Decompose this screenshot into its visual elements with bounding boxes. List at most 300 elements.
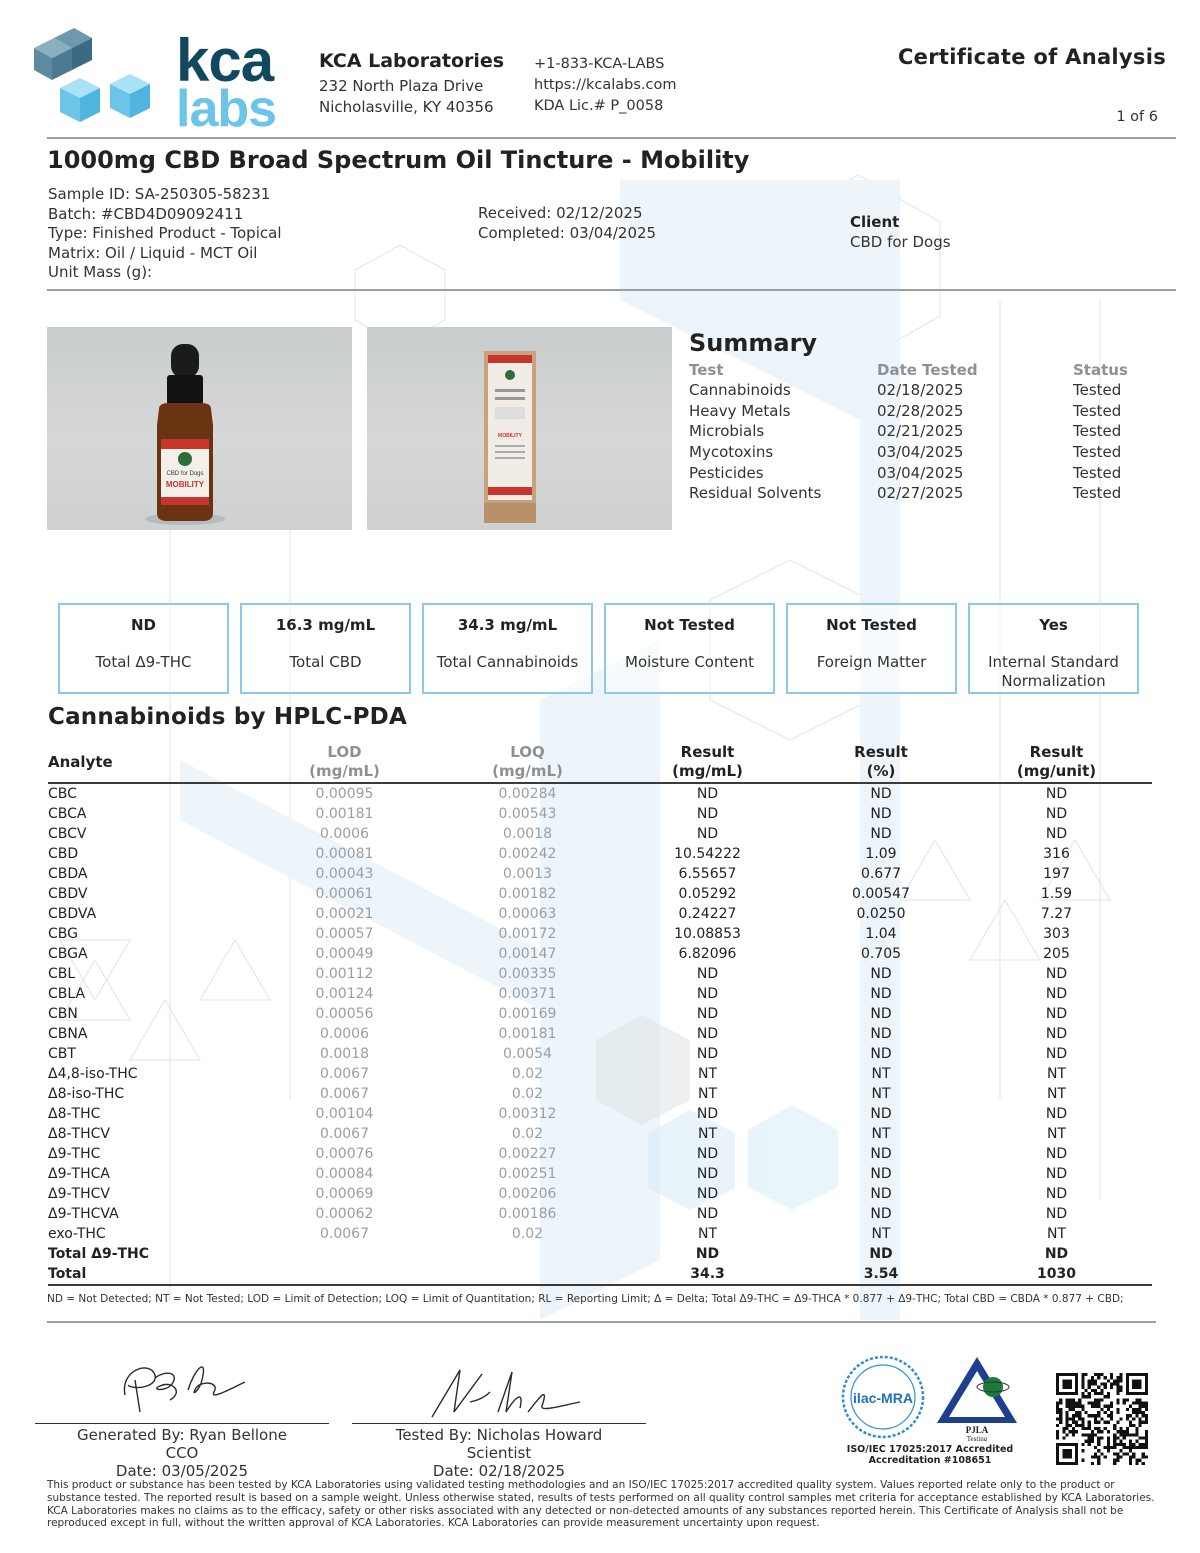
- iso-accredited: ISO/IEC 17025:2017 Accredited: [846, 1444, 1014, 1455]
- summary-test-name: Residual Solvents: [689, 484, 822, 503]
- result-mgml: ND: [696, 1006, 719, 1022]
- summary-test-name: Pesticides: [689, 463, 764, 482]
- lod-value: 0.0006: [320, 826, 369, 842]
- result-percent: ND: [870, 1206, 892, 1222]
- loq-value: 0.00169: [498, 1006, 557, 1022]
- document-title: Certificate of Analysis: [897, 45, 1166, 69]
- result-mgunit: ND: [1045, 1006, 1068, 1022]
- result-percent: ND: [870, 986, 892, 1002]
- result-mgunit: ND: [1045, 1186, 1068, 1202]
- result-mgunit: 197: [1043, 866, 1070, 882]
- client-name: CBD for Dogs: [850, 233, 951, 251]
- result-mgml: ND: [696, 1206, 719, 1222]
- analyte-name: exo-THC: [48, 1226, 106, 1242]
- result-mgml: ND: [696, 1026, 719, 1042]
- lod-value: 0.00061: [315, 886, 374, 902]
- metric-box: [604, 603, 775, 694]
- generated-by-date: Date: 03/05/2025: [115, 1462, 249, 1480]
- matrix: Matrix: Oil / Liquid - MCT Oil: [48, 243, 258, 262]
- lod-value: 0.00181: [315, 806, 374, 822]
- result-percent: ND: [870, 1046, 892, 1062]
- signature-line-generated: [35, 1423, 329, 1424]
- header-divider: [47, 137, 1176, 139]
- analyte-name: CBNA: [48, 1026, 88, 1042]
- metric-label: Total Cannabinoids: [436, 653, 579, 671]
- summary-date-tested: 02/28/2025: [877, 401, 964, 420]
- sample-dates: [478, 204, 656, 243]
- header-result-percent-name: Result: [854, 743, 908, 761]
- metric-box: [58, 603, 229, 694]
- result-mgunit: 303: [1043, 926, 1070, 942]
- result-percent: ND: [870, 1006, 892, 1022]
- result-mgml: 10.08853: [674, 926, 741, 942]
- generated-by-title: CCO: [165, 1444, 199, 1462]
- analyte-row: [48, 1104, 1152, 1124]
- analyte-name: Δ8-THC: [48, 1106, 101, 1122]
- metric-value: Yes: [1039, 616, 1068, 634]
- summary-title: Summary: [689, 329, 818, 357]
- empty-lod: [248, 1244, 441, 1264]
- lod-value: 0.00021: [315, 906, 374, 922]
- analyte-row: [48, 824, 1152, 844]
- result-percent: 1.09: [865, 846, 897, 862]
- header-lod-unit: (mg/mL): [309, 762, 380, 780]
- lod-value: 0.00057: [315, 926, 374, 942]
- batch: Batch: #CBD4D09092411: [48, 204, 244, 223]
- tested-by-title: Scientist: [466, 1444, 532, 1462]
- result-mgml: ND: [696, 1186, 719, 1202]
- metric-value: ND: [130, 616, 156, 634]
- unit-mass: Unit Mass (g):: [48, 263, 153, 281]
- bottle-label-product: MOBILITY: [165, 480, 205, 489]
- analyte-row: [48, 924, 1152, 944]
- analyte-row: [48, 844, 1152, 864]
- cannabinoids-header-row: [48, 743, 1152, 783]
- loq-value: 0.00543: [498, 806, 557, 822]
- analyte-name: CBLA: [48, 986, 86, 1002]
- brand-kca: kca: [176, 28, 274, 94]
- analyte-row: [48, 783, 1152, 804]
- summary-test-name: Heavy Metals: [689, 401, 791, 420]
- result-percent: ND: [870, 826, 892, 842]
- tested-by-date: Date: 02/18/2025: [432, 1462, 566, 1480]
- metric-value: Not Tested: [644, 616, 735, 634]
- result-percent: ND: [870, 1026, 892, 1042]
- analyte-name: Δ9-THCVA: [48, 1206, 119, 1222]
- lod-value: 0.00043: [315, 866, 374, 882]
- empty-loq: [441, 1244, 614, 1264]
- lod-value: 0.00081: [315, 846, 374, 862]
- result-percent: ND: [870, 1186, 892, 1202]
- product-box-image: [367, 327, 672, 530]
- loq-value: 0.00063: [498, 906, 557, 922]
- loq-value: 0.0054: [503, 1046, 552, 1062]
- loq-value: 0.00147: [498, 946, 557, 962]
- result-percent: 0.677: [860, 866, 902, 882]
- result-percent: 0.0250: [856, 906, 906, 922]
- analyte-row: [48, 804, 1152, 824]
- result-mgunit: NT: [1046, 1086, 1067, 1102]
- result-mgml: ND: [696, 1106, 719, 1122]
- header-loq-name: LOQ: [510, 743, 545, 761]
- summary-status: Tested: [1073, 381, 1122, 400]
- summary-test-name: Cannabinoids: [689, 381, 791, 400]
- analyte-row: [48, 1124, 1152, 1144]
- header-result-mgunit-unit: (mg/unit): [1016, 762, 1097, 780]
- lod-value: 0.00076: [315, 1146, 374, 1162]
- sample-id: Sample ID: SA-250305-58231: [48, 185, 271, 203]
- metric-value: 34.3 mg/mL: [457, 616, 558, 634]
- summary-row: [689, 380, 1149, 401]
- product-photo-box: [367, 327, 672, 530]
- summary-table: [689, 360, 1149, 504]
- total-result-percent: ND: [869, 1246, 893, 1262]
- result-percent: ND: [870, 1106, 892, 1122]
- total-result-percent: 3.54: [801, 1264, 961, 1285]
- kca-labs-logo: [30, 28, 290, 132]
- analyte-row: [48, 884, 1152, 904]
- result-mgml: ND: [696, 806, 719, 822]
- analyte-name: CBL: [48, 966, 76, 982]
- total-result-mgml: 34.3: [614, 1264, 801, 1285]
- header-result-mgml-name: Result: [680, 743, 735, 761]
- loq-value: 0.00312: [498, 1106, 557, 1122]
- analyte-name: CBCA: [48, 806, 87, 822]
- summary-test-name: Mycotoxins: [689, 443, 774, 462]
- analyte-name: CBCV: [48, 826, 87, 842]
- lod-value: 0.00056: [315, 1006, 374, 1022]
- result-mgunit: NT: [1046, 1126, 1067, 1142]
- loq-value: 0.00371: [498, 986, 557, 1002]
- table-footer-divider: [47, 1321, 1156, 1323]
- result-mgunit: ND: [1045, 1206, 1068, 1222]
- total-label: Total: [48, 1264, 248, 1285]
- result-mgml: ND: [696, 786, 719, 802]
- summary-row: [689, 462, 1149, 483]
- result-mgunit: 7.27: [1040, 906, 1073, 922]
- total-row: [48, 1264, 1152, 1285]
- sample-info: [48, 185, 281, 283]
- metric-label: Total Δ9-THC: [95, 653, 192, 671]
- summary-date-tested: 02/18/2025: [877, 381, 964, 400]
- lod-value: 0.00084: [315, 1166, 374, 1182]
- lab-address: [319, 76, 494, 118]
- received-date: Received: 02/12/2025: [478, 204, 643, 222]
- analyte-name: CBT: [48, 1046, 76, 1062]
- result-percent: 0.705: [860, 946, 902, 962]
- loq-value: 0.00227: [498, 1146, 557, 1162]
- accreditation-number: Accreditation #108651: [868, 1455, 992, 1466]
- result-mgunit: ND: [1045, 826, 1068, 842]
- info-divider: [47, 289, 1176, 291]
- analyte-name: Δ8-THCV: [48, 1126, 110, 1142]
- analyte-name: CBG: [48, 926, 78, 942]
- analyte-name: CBC: [48, 786, 77, 802]
- result-percent: ND: [870, 806, 892, 822]
- accreditation-text: [842, 1444, 1018, 1466]
- result-percent: ND: [870, 1166, 892, 1182]
- result-mgml: 6.55657: [678, 866, 737, 882]
- lab-website[interactable]: https://kcalabs.com: [534, 77, 677, 93]
- header-lod-name: LOD: [327, 743, 362, 761]
- lod-value: 0.0067: [320, 1226, 369, 1242]
- result-mgunit: NT: [1046, 1226, 1067, 1242]
- header-result-mgml: [614, 743, 801, 783]
- metric-label: Internal Standard Normalization: [988, 653, 1119, 690]
- metric-label: Total CBD: [289, 653, 362, 671]
- result-percent: ND: [870, 786, 892, 802]
- analyte-name: Δ4,8-iso-THC: [48, 1066, 138, 1082]
- result-percent: NT: [871, 1086, 891, 1102]
- analyte-row: [48, 1084, 1152, 1104]
- header-result-percent-unit: (%): [866, 762, 896, 780]
- pjla-logo: [935, 1355, 1019, 1441]
- loq-value: 0.00182: [498, 886, 557, 902]
- page-number: 1 of 6: [1116, 109, 1158, 125]
- result-mgml: ND: [696, 826, 719, 842]
- result-mgml: ND: [696, 1146, 719, 1162]
- total-result-mgunit: ND: [1044, 1246, 1069, 1262]
- ilac-mra-logo: [840, 1354, 926, 1440]
- summary-status: Tested: [1073, 463, 1122, 482]
- analyte-row: [48, 1004, 1152, 1024]
- result-mgml: 10.54222: [674, 846, 741, 862]
- result-percent: NT: [871, 1066, 891, 1082]
- result-mgml: ND: [696, 986, 719, 1002]
- loq-value: 0.00242: [498, 846, 557, 862]
- result-mgml: NT: [697, 1126, 718, 1142]
- lod-value: 0.0067: [320, 1086, 369, 1102]
- summary-header-status: Status: [1073, 361, 1128, 379]
- loq-value: 0.02: [511, 1086, 544, 1102]
- lod-value: 0.00095: [315, 786, 374, 802]
- result-percent: 1.04: [865, 926, 897, 942]
- result-mgunit: ND: [1045, 1026, 1068, 1042]
- lod-value: 0.00069: [315, 1186, 374, 1202]
- summary-status: Tested: [1073, 401, 1122, 420]
- result-mgunit: ND: [1045, 1106, 1068, 1122]
- loq-value: 0.00181: [498, 1026, 557, 1042]
- analyte-row: [48, 1064, 1152, 1084]
- analyte-row: [48, 1204, 1152, 1224]
- result-mgunit: 205: [1043, 946, 1070, 962]
- pjla-testing-text: Testing: [966, 1435, 988, 1441]
- summary-status: Tested: [1073, 484, 1122, 503]
- lab-name: KCA Laboratories: [319, 50, 505, 72]
- analyte-row: [48, 1224, 1152, 1244]
- ilac-mra-text: ilac-MRA: [853, 1390, 913, 1406]
- analyte-row: [48, 864, 1152, 884]
- analyte-name: CBGA: [48, 946, 88, 962]
- header-result-mgunit-name: Result: [1029, 743, 1084, 761]
- result-mgunit: ND: [1045, 786, 1068, 802]
- loq-value: 0.00335: [498, 966, 557, 982]
- header-result-percent: [801, 743, 961, 783]
- summary-row: [689, 401, 1149, 422]
- tested-by-block: [352, 1426, 646, 1480]
- result-mgml: NT: [697, 1226, 718, 1242]
- result-percent: ND: [870, 1146, 892, 1162]
- analyte-name: Δ8-iso-THC: [48, 1086, 125, 1102]
- client-label: Client: [850, 213, 900, 231]
- product-title: 1000mg CBD Broad Spectrum Oil Tincture - Mobility: [47, 146, 750, 174]
- logo-cubes-icon: [34, 28, 150, 122]
- lod-value: 0.00104: [315, 1106, 374, 1122]
- loq-value: 0.02: [511, 1226, 544, 1242]
- product-photo-bottle: [47, 327, 352, 530]
- header-result-mgunit: [961, 743, 1152, 783]
- metric-box: [240, 603, 411, 694]
- lab-phone: +1-833-KCA-LABS: [534, 56, 665, 72]
- loq-value: 0.0018: [503, 826, 552, 842]
- analyte-name: Δ9-THC: [48, 1146, 101, 1162]
- result-mgunit: 316: [1043, 846, 1070, 862]
- summary-header-test: Test: [689, 361, 724, 379]
- lod-value: 0.00112: [315, 966, 374, 982]
- box-label-text: MOBILITY: [498, 433, 522, 439]
- metric-box: [786, 603, 957, 694]
- analyte-name: CBN: [48, 1006, 78, 1022]
- summary-row: [689, 421, 1149, 442]
- metric-value: Not Tested: [826, 616, 917, 634]
- lab-license: KDA Lic.# P_0058: [534, 98, 664, 114]
- analyte-name: CBD: [48, 846, 79, 862]
- analyte-name: Δ9-THCA: [48, 1166, 110, 1182]
- total-thc-row: [48, 1244, 1152, 1264]
- tested-by: Tested By: Nicholas Howard: [395, 1426, 603, 1444]
- summary-row: [689, 483, 1149, 504]
- empty-loq: [441, 1264, 614, 1285]
- result-mgunit: NT: [1046, 1066, 1067, 1082]
- header-loq-unit: (mg/mL): [492, 762, 563, 780]
- lod-value: 0.00124: [315, 986, 374, 1002]
- analyte-row: [48, 1184, 1152, 1204]
- analyte-name: CBDVA: [48, 906, 97, 922]
- result-mgunit: ND: [1045, 806, 1068, 822]
- lod-value: 0.0067: [320, 1126, 369, 1142]
- analyte-name: CBDV: [48, 886, 88, 902]
- completed-date: Completed: 03/04/2025: [478, 223, 657, 242]
- analyte-row: [48, 1024, 1152, 1044]
- metric-box: [968, 603, 1139, 694]
- analyte-name: Δ9-THCV: [48, 1186, 110, 1202]
- generated-by: Generated By: Ryan Bellone: [77, 1426, 287, 1444]
- total-result-mgunit: 1030: [961, 1264, 1152, 1285]
- lod-value: 0.0018: [320, 1046, 369, 1062]
- result-mgml: NT: [697, 1086, 718, 1102]
- signature-nicholas-howard: [420, 1362, 590, 1427]
- analyte-row: [48, 964, 1152, 984]
- dropper-bottle-image: [47, 327, 352, 530]
- result-mgml: NT: [697, 1066, 718, 1082]
- result-mgml: 6.82096: [678, 946, 737, 962]
- header-loq: [441, 743, 614, 783]
- lod-value: 0.00062: [315, 1206, 374, 1222]
- result-mgml: 0.24227: [678, 906, 737, 922]
- metric-label: Foreign Matter: [816, 653, 927, 671]
- signature-ryan-bellone: [110, 1350, 260, 1420]
- analyte-row: [48, 984, 1152, 1004]
- summary-header-row: [689, 360, 1149, 380]
- result-mgunit: ND: [1045, 966, 1068, 982]
- abbreviation-legend: ND = Not Detected; NT = Not Tested; LOD = Limit of Detection; LOQ = Limit of Quantitation; RL = Reporting Limit; Δ = Delta; Total Δ9-THC = Δ9-THCA * 0.877 + Δ9-THC; Total CBD = CBDA * 0.877 + CBD;: [47, 1293, 1124, 1305]
- result-percent: NT: [871, 1126, 891, 1142]
- loq-value: 0.00251: [498, 1166, 557, 1182]
- summary-row: [689, 442, 1149, 463]
- loq-value: 0.02: [511, 1066, 544, 1082]
- result-mgml: ND: [696, 966, 719, 982]
- brand-labs: labs: [176, 80, 277, 132]
- lod-value: 0.0006: [320, 1026, 369, 1042]
- address-line2: Nicholasville, KY 40356: [319, 98, 494, 116]
- metric-label: Moisture Content: [625, 653, 754, 671]
- signature-line-tested: [352, 1423, 646, 1424]
- analyte-row: [48, 904, 1152, 924]
- loq-value: 0.00206: [498, 1186, 557, 1202]
- lab-contact: [534, 54, 676, 117]
- result-percent: NT: [871, 1226, 891, 1242]
- cannabinoids-table: [48, 743, 1152, 1286]
- sample-type: Type: Finished Product - Topical: [48, 224, 282, 242]
- qr-code-icon[interactable]: [1056, 1373, 1148, 1465]
- generated-by-block: [35, 1426, 329, 1480]
- pjla-text: PJLA: [965, 1425, 989, 1435]
- analyte-row: [48, 1144, 1152, 1164]
- loq-value: 0.00284: [498, 786, 557, 802]
- header-lod: [248, 743, 441, 783]
- result-mgunit: 1.59: [1040, 886, 1073, 902]
- loq-value: 0.0013: [503, 866, 552, 882]
- result-percent: 0.00547: [852, 886, 910, 902]
- analyte-row: [48, 944, 1152, 964]
- summary-header-date: Date Tested: [877, 361, 978, 379]
- metric-value: 16.3 mg/mL: [275, 616, 376, 634]
- loq-value: 0.02: [511, 1126, 544, 1142]
- result-mgunit: ND: [1045, 1046, 1068, 1062]
- header-analyte: Analyte: [48, 743, 248, 783]
- empty-lod: [248, 1264, 441, 1285]
- cannabinoids-section-title: Cannabinoids by HPLC-PDA: [48, 704, 407, 730]
- summary-date-tested: 02/27/2025: [877, 484, 964, 503]
- summary-date-tested: 03/04/2025: [877, 443, 964, 462]
- result-mgunit: ND: [1045, 986, 1068, 1002]
- total-label: Total Δ9-THC: [48, 1246, 150, 1262]
- metric-box: [422, 603, 593, 694]
- summary-date-tested: 02/21/2025: [877, 422, 964, 441]
- lod-value: 0.0067: [320, 1066, 369, 1082]
- header-result-mgml-unit: (mg/mL): [672, 762, 743, 780]
- result-mgml: ND: [696, 1046, 719, 1062]
- result-mgunit: ND: [1045, 1166, 1068, 1182]
- analyte-row: [48, 1164, 1152, 1184]
- result-mgml: ND: [696, 1166, 719, 1182]
- loq-value: 0.00172: [498, 926, 557, 942]
- summary-status: Tested: [1073, 422, 1122, 441]
- lod-value: 0.00049: [315, 946, 374, 962]
- result-mgunit: ND: [1045, 1146, 1068, 1162]
- summary-date-tested: 03/04/2025: [877, 463, 964, 482]
- summary-test-name: Microbials: [689, 422, 765, 441]
- disclaimer: This product or substance has been tested by KCA Laboratories using validated testing methodologies and an ISO/IEC 17025:2017 accredited quality system. Values reported relate only to the product or substance tested. The reported result is based on a sample weight. Unless otherwise stated, results of tests performed on all quality control samples met criteria for acceptance established by KCA Laboratories. KCA Laboratories makes no claims as to the efficacy, safety or other risks associated with any detected or non-detected amounts of any substances reported herein. This Certificate of Analysis shall not be reproduced except in full, without the written approval of KCA Laboratories. KCA Laboratories can provide measurement uncertainty upon request.: [47, 1479, 1155, 1530]
- analyte-row: [48, 1044, 1152, 1064]
- analyte-name: CBDA: [48, 866, 88, 882]
- loq-value: 0.00186: [498, 1206, 557, 1222]
- address-line1: 232 North Plaza Drive: [319, 77, 484, 95]
- result-percent: ND: [870, 966, 892, 982]
- summary-status: Tested: [1073, 443, 1122, 462]
- bottle-label-brand: CBD for Dogs: [166, 471, 204, 477]
- total-result-mgml: ND: [695, 1246, 720, 1262]
